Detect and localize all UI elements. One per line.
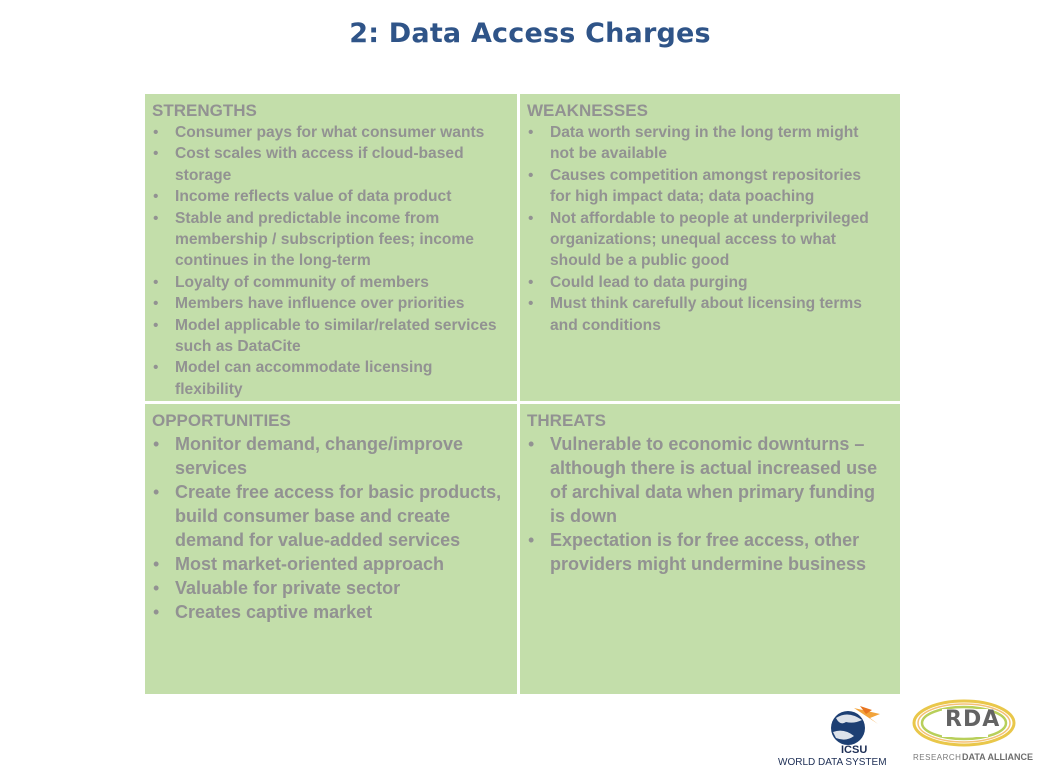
list-item: • Valuable for private sector bbox=[152, 576, 517, 600]
list-item-continuation: organizations; unequal access to what bbox=[550, 231, 836, 249]
swot-table bbox=[145, 94, 878, 694]
list-item: • Could lead to data purging bbox=[527, 272, 900, 293]
list-item: • Expectation is for free access, other bbox=[527, 528, 900, 552]
weaknesses-heading: WEAKNESSES bbox=[527, 101, 648, 120]
list-item-continuation: should be a public good bbox=[550, 252, 730, 270]
list-item-continuation: not be available bbox=[550, 145, 667, 163]
list-item: • Create free access for basic products, bbox=[152, 480, 517, 504]
list-item-continuation: is down bbox=[550, 506, 617, 526]
list-item: • Causes competition amongst repositories bbox=[527, 165, 900, 186]
strengths-cell bbox=[145, 94, 517, 401]
list-item: • Model can accommodate licensing bbox=[152, 357, 517, 378]
list-item: • Consumer pays for what consumer wants bbox=[152, 122, 517, 143]
opportunities-heading: OPPORTUNITIES bbox=[152, 411, 291, 430]
slide-title: 2: Data Access Charges bbox=[349, 18, 711, 49]
list-item-continuation: services bbox=[175, 458, 248, 478]
list-item: • Creates captive market bbox=[152, 600, 517, 624]
rda-mark: RDA bbox=[945, 707, 1001, 732]
list-item: • Must think carefully about licensing terms bbox=[527, 293, 900, 314]
list-item-continuation: although there is actual increased use bbox=[550, 458, 878, 478]
list-item-continuation: membership / subscription fees; income bbox=[175, 231, 474, 249]
opportunities-list bbox=[152, 432, 517, 624]
list-item: • Stable and predictable income from bbox=[152, 208, 517, 229]
list-item: • Income reflects value of data product bbox=[152, 186, 517, 207]
icsu-wds-logo bbox=[776, 704, 894, 768]
rda-logo bbox=[906, 696, 1033, 768]
list-item: • Data worth serving in the long term might bbox=[527, 122, 900, 143]
list-item: • Not affordable to people at underprivileged bbox=[527, 208, 900, 229]
list-item: • Cost scales with access if cloud-based bbox=[152, 143, 517, 164]
list-item-continuation: for high impact data; data poaching bbox=[550, 188, 815, 206]
opportunities-cell bbox=[145, 404, 517, 694]
threats-cell bbox=[520, 404, 900, 694]
list-item-continuation: flexibility bbox=[175, 380, 243, 398]
list-item: • Most market-oriented approach bbox=[152, 552, 517, 576]
list-item-continuation: build consumer base and create bbox=[175, 506, 451, 526]
list-item-continuation: such as DataCite bbox=[175, 338, 301, 356]
list-item-continuation: continues in the long-term bbox=[175, 252, 371, 270]
rda-data-alliance-label: DATA ALLIANCE bbox=[962, 752, 1033, 762]
weaknesses-cell bbox=[520, 94, 900, 401]
strengths-list bbox=[152, 122, 517, 400]
list-item-continuation: demand for value-added services bbox=[175, 530, 461, 550]
threats-heading: THREATS bbox=[527, 411, 607, 430]
list-item: • Members have influence over priorities bbox=[152, 293, 517, 314]
list-item: • Loyalty of community of members bbox=[152, 272, 517, 293]
threats-list bbox=[527, 432, 900, 576]
list-item: • Monitor demand, change/improve bbox=[152, 432, 517, 456]
icsu-label: ICSU bbox=[841, 744, 868, 756]
list-item: • Model applicable to similar/related services bbox=[152, 315, 517, 336]
wds-label: WORLD DATA SYSTEM bbox=[778, 757, 887, 768]
strengths-heading: STRENGTHS bbox=[152, 101, 257, 120]
weaknesses-list bbox=[527, 122, 900, 336]
list-item-continuation: and conditions bbox=[550, 316, 661, 334]
list-item-continuation: storage bbox=[175, 166, 232, 184]
rda-research-label: RESEARCH bbox=[913, 753, 962, 762]
list-item: • Vulnerable to economic downturns – bbox=[527, 432, 900, 456]
list-item-continuation: providers might undermine business bbox=[550, 554, 867, 574]
list-item-continuation: of archival data when primary funding bbox=[550, 482, 876, 502]
